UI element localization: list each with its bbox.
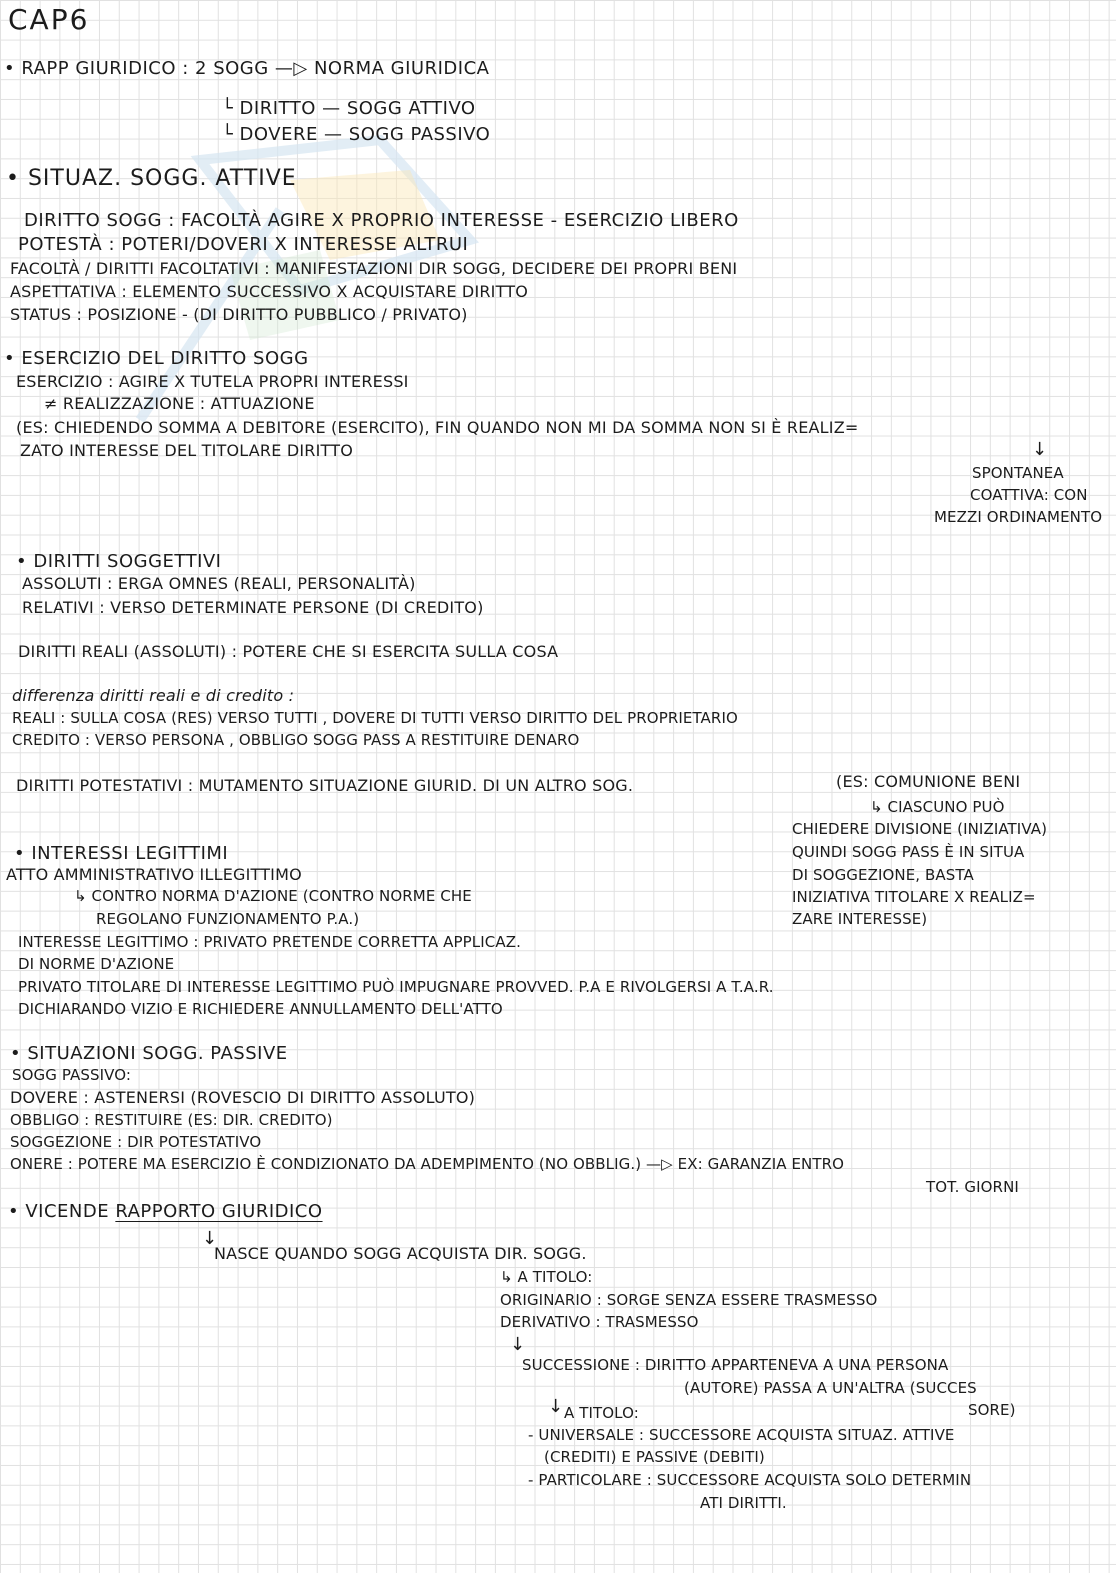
attive-line-1: DIRITTO SOGG : FACOLTÀ AGIRE X PROPRIO INTERESSE - ESERCIZIO LIBERO [24, 210, 739, 231]
esercizio-line-1: ESERCIZIO : AGIRE X TUTELA PROPRI INTERESSI [16, 372, 409, 391]
attive-line-3: FACOLTÀ / DIRITTI FACOLTATIVI : MANIFESTAZIONI DIR SOGG, DECIDERE DEI PROPRI BENI [10, 259, 738, 278]
esercizio-line-4: ZATO INTERESSE DEL TITOLARE DIRITTO [20, 441, 353, 460]
interessi-line-1: ATTO AMMINISTRATIVO ILLEGITTIMO [6, 865, 302, 884]
interessi-line-2: ↳ CONTRO NORMA D'AZIONE (CONTRO NORME CHE [74, 887, 472, 905]
passive-line-4: SOGGEZIONE : DIR POTESTATIVO [10, 1133, 262, 1151]
heading-interessi-legittimi: • INTERESSI LEGITTIMI [14, 843, 229, 864]
passive-line-1: SOGG PASSIVO: [12, 1066, 132, 1084]
potestativi-example-6: INIZIATIVA TITOLARE X REALIZ= [792, 888, 1036, 906]
differenza-line-1: REALI : SULLA COSA (RES) VERSO TUTTI , DOVERE DI TUTTI VERSO DIRITTO DEL PROPRIETARIO [12, 709, 738, 727]
vicende-line-12: ATI DIRITTI. [700, 1494, 787, 1512]
differenza-heading: differenza diritti reali e di credito : [12, 686, 295, 705]
passive-line-5: ONERE : POTERE MA ESERCIZIO È CONDIZIONATO DA ADEMPIMENTO (NO OBBLIG.) —▷ EX: GARANZIA ENTRO [10, 1155, 845, 1173]
interessi-line-6: PRIVATO TITOLARE DI INTERESSE LEGITTIMO PUÒ IMPUGNARE PROVVED. P.A E RIVOLGERSI A T.A.R. [18, 978, 774, 996]
vicende-line-9: - UNIVERSALE : SUCCESSORE ACQUISTA SITUAZ. ATTIVE [528, 1426, 955, 1444]
potestativi-example-2: ↳ CIASCUNO PUÒ [870, 798, 1005, 816]
interessi-line-5: DI NORME D'AZIONE [18, 955, 175, 973]
vicende-line-11: - PARTICOLARE : SUCCESSORE ACQUISTA SOLO DETERMIN [528, 1471, 972, 1489]
vicende-line-7: SORE) [968, 1401, 1016, 1419]
esercizio-note-2: COATTIVA: CON [970, 486, 1088, 504]
vicende-line-6: (AUTORE) PASSA A UN'ALTRA (SUCCES [684, 1379, 977, 1397]
page-title: CAP6 [8, 3, 90, 36]
passive-line-6: TOT. GIORNI [926, 1178, 1019, 1196]
diritti-line-2: RELATIVI : VERSO DETERMINATE PERSONE (DI CREDITO) [22, 598, 484, 617]
interessi-line-4: INTERESSE LEGITTIMO : PRIVATO PRETENDE CORRETTA APPLICAZ. [18, 933, 521, 951]
diritti-line-1: ASSOLUTI : ERGA OMNES (REALI, PERSONALITÀ) [22, 574, 416, 593]
vicende-line-8: A TITOLO: [564, 1404, 639, 1422]
diritti-line-3: DIRITTI REALI (ASSOLUTI) : POTERE CHE SI ESERCITA SULLA COSA [18, 642, 559, 661]
potestativi-example-7: ZARE INTERESSE) [792, 910, 928, 928]
esercizio-note-1: SPONTANEA [972, 464, 1064, 482]
potestativi-example-5: DI SOGGEZIONE, BASTA [792, 866, 974, 884]
vicende-line-2: ↳ A TITOLO: [500, 1268, 593, 1286]
heading-esercizio: • ESERCIZIO DEL DIRITTO SOGG [4, 348, 309, 369]
passive-line-2: DOVERE : ASTENERSI (ROVESCIO DI DIRITTO ASSOLUTO) [10, 1088, 476, 1107]
down-arrow-icon: ↓ [1032, 439, 1048, 460]
rapporto-line-2: └ DIRITTO — SOGG ATTIVO [222, 98, 476, 119]
differenza-line-2: CREDITO : VERSO PERSONA , OBBLIGO SOGG PASS A RESTITUIRE DENARO [12, 731, 580, 749]
esercizio-line-3: (ES: CHIEDENDO SOMMA A DEBITORE (ESERCITO), FIN QUANDO NON MI DA SOMMA NON SI È REALIZ= [16, 418, 859, 437]
esercizio-line-2: ≠ REALIZZAZIONE : ATTUAZIONE [44, 394, 315, 413]
rapporto-line-1: • RAPP GIURIDICO : 2 SOGG —▷ NORMA GIURIDICA [4, 58, 490, 79]
down-arrow-icon: ↓ [202, 1228, 218, 1249]
attive-line-5: STATUS : POSIZIONE - (DI DIRITTO PUBBLICO / PRIVATO) [10, 305, 468, 324]
vicende-label: • VICENDE [8, 1201, 110, 1222]
attive-line-4: ASPETTATIVA : ELEMENTO SUCCESSIVO X ACQUISTARE DIRITTO [10, 282, 529, 301]
heading-situazioni-passive: • SITUAZIONI SOGG. PASSIVE [10, 1043, 288, 1064]
potestativi-example-4: QUINDI SOGG PASS È IN SITUA [792, 843, 1025, 861]
down-arrow-icon: ↓ [510, 1334, 526, 1355]
heading-diritti-soggettivi: • DIRITTI SOGGETTIVI [16, 551, 222, 572]
interessi-line-7: DICHIARANDO VIZIO E RICHIEDERE ANNULLAMENTO DELL'ATTO [18, 1000, 503, 1018]
down-arrow-icon: ↓ [548, 1396, 564, 1417]
rapporto-line-3: └ DOVERE — SOGG PASSIVO [222, 124, 491, 145]
interessi-line-3: REGOLANO FUNZIONAMENTO P.A.) [96, 910, 360, 928]
potestativi-example-1: (ES: COMUNIONE BENI [836, 772, 1021, 791]
vicende-line-5: SUCCESSIONE : DIRITTO APPARTENEVA A UNA PERSONA [522, 1356, 949, 1374]
vicende-line-1: NASCE QUANDO SOGG ACQUISTA DIR. SOGG. [214, 1244, 587, 1263]
passive-line-3: OBBLIGO : RESTITUIRE (ES: DIR. CREDITO) [10, 1111, 333, 1129]
vicende-line-3: ORIGINARIO : SORGE SENZA ESSERE TRASMESSO [500, 1291, 878, 1309]
vicende-label-underlined: RAPPORTO GIURIDICO [115, 1201, 323, 1222]
vicende-line-10: (CREDITI) E PASSIVE (DEBITI) [544, 1448, 765, 1466]
esercizio-note-3: MEZZI ORDINAMENTO [934, 508, 1103, 526]
attive-line-2: POTESTÀ : POTERI/DOVERI X INTERESSE ALTRUI [18, 234, 469, 255]
potestativi-example-3: CHIEDERE DIVISIONE (INIZIATIVA) [792, 820, 1048, 838]
heading-vicende [8, 1203, 323, 1221]
potestativi-line: DIRITTI POTESTATIVI : MUTAMENTO SITUAZIONE GIURID. DI UN ALTRO SOG. [16, 776, 634, 795]
vicende-line-4: DERIVATIVO : TRASMESSO [500, 1313, 699, 1331]
heading-situazioni-attive: • SITUAZ. SOGG. ATTIVE [6, 166, 297, 191]
